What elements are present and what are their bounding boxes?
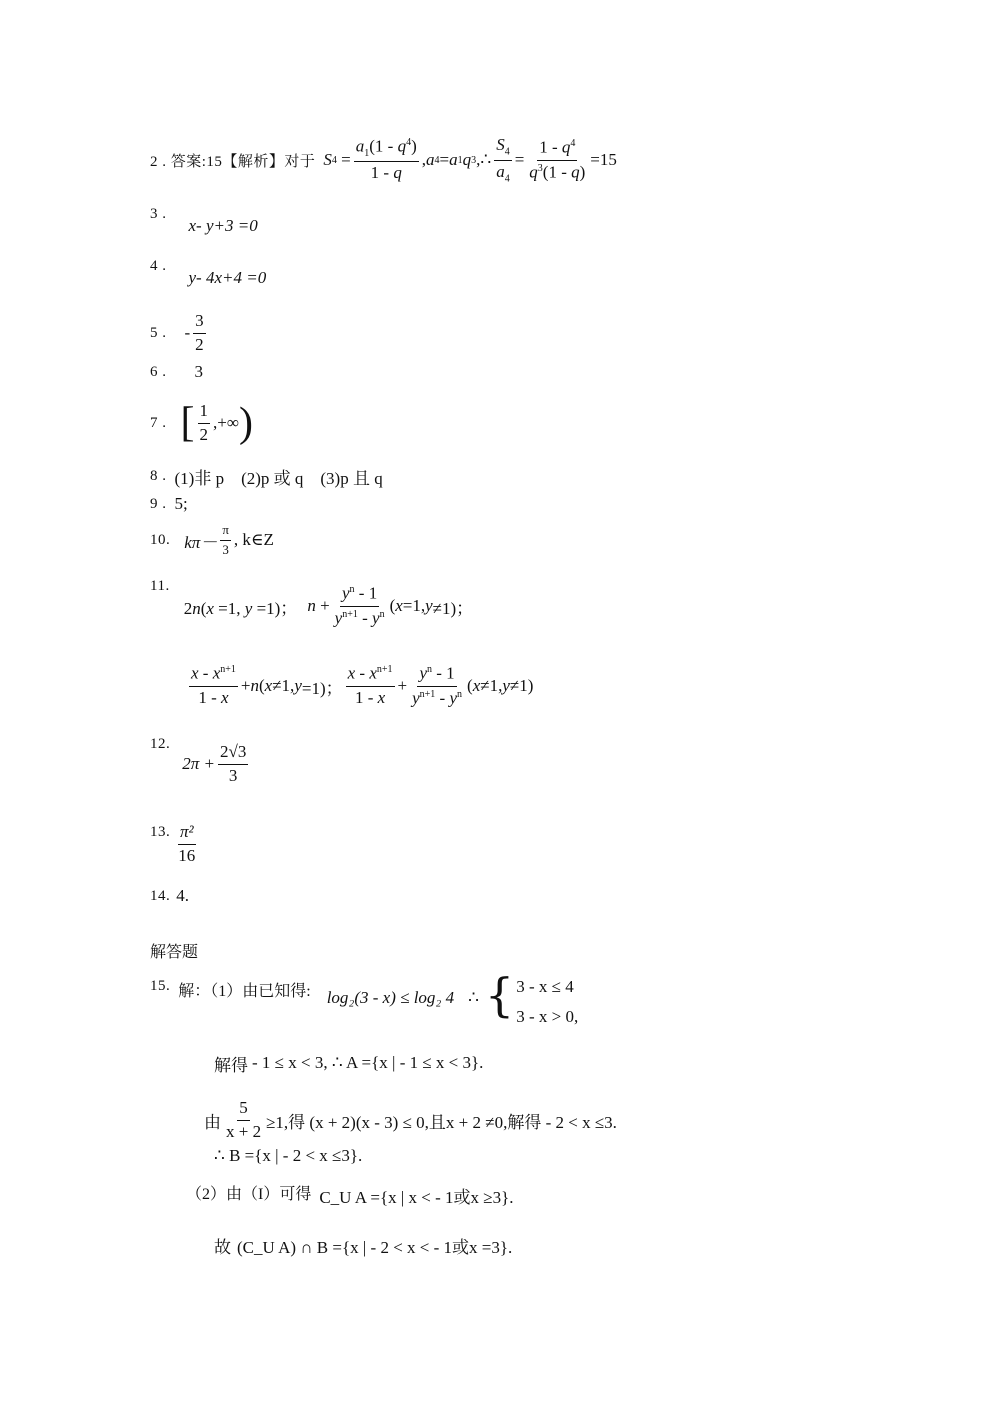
q15-cases — [516, 972, 578, 1032]
left-brace: { — [484, 968, 515, 1022]
q15-step2-denominator: x + 2 — [226, 1121, 262, 1141]
left-bracket: [ — [180, 400, 195, 446]
answer-5-sign: - — [184, 323, 191, 342]
q15-final-set: (C_U A) ∩ B ={x | - 2 < x < - 1或x =3}. — [237, 1237, 513, 1257]
answer-11-label: 11. — [150, 578, 170, 594]
answer-5-fraction — [193, 312, 206, 354]
q15-sol1-prefix: 解得 — [214, 1055, 248, 1075]
q15-step2-text: ≥1,得 (x + 2)(x - 3) ≤ 0,且x + 2 ≠0,解得 - 2 < x ≤3. — [266, 1112, 617, 1132]
answer-13 — [150, 816, 200, 872]
answer-9-text: 5; — [174, 494, 188, 513]
answer-11-case-4: $\frac{x - x^{n+1}}{1 - x}$ + $\frac{y^n - 1}{y^{n+1} - y^n}$ ( x ≠1, y ≠1) — [347, 663, 534, 708]
answer-8-label: 8 . — [150, 467, 167, 484]
answer-12-numerator: 2√3 — [218, 743, 248, 765]
answer-12-denominator: 3 — [228, 765, 238, 785]
answer-6 — [150, 360, 203, 384]
answer-2-result: =15 — [590, 150, 617, 169]
answer-7-numerator: 1 — [198, 402, 211, 424]
answer-11-line-2 — [186, 658, 533, 714]
answer-10-text-b: , k∈Z — [233, 530, 274, 549]
q15-part2-label: （2）由（I）可得 — [186, 1185, 312, 1203]
q15-case-1: 3 - x ≤ 4 — [516, 977, 574, 996]
answer-8-text: (1)非 p (2)p 或 q (3)p 且 q — [174, 468, 383, 488]
section-title: 解答题 — [150, 943, 199, 961]
answer-10-fraction — [220, 523, 231, 557]
q15-set-b: ∴ B ={x | - 2 < x ≤3}. — [214, 1146, 363, 1165]
answer-5-denominator: 2 — [195, 334, 204, 354]
answer-14-text: 4. — [176, 886, 189, 905]
q15-sol1-set-a: - 1 ≤ x < 3, ∴ A ={x | - 1 ≤ x < 3}. — [252, 1053, 484, 1072]
q15-therefore: ∴ — [468, 988, 479, 1007]
q15-part-2 — [186, 1178, 514, 1206]
answer-12-fraction — [218, 743, 248, 785]
answer-11-case-3: $\frac{x - x^{n+1}}{1 - x}$ + n ( x ≠1, y =1)； — [191, 664, 343, 707]
q15-step2-numerator: 5 — [237, 1099, 250, 1121]
q15-complement-a: C_U A ={x | x < - 1或x ≥3}. — [319, 1187, 514, 1207]
answer-5-numerator: 3 — [193, 312, 206, 334]
answer-9-label: 9 . — [150, 495, 167, 512]
q15-final — [214, 1230, 512, 1260]
answer-7-denominator: 2 — [199, 424, 208, 444]
answer-12-label: 12. — [150, 736, 171, 752]
answer-4 — [150, 258, 266, 298]
answer-8 — [150, 464, 383, 488]
answer-7-fraction — [198, 402, 211, 444]
q15-final-prefix: 故 — [214, 1237, 231, 1257]
answer-5 — [150, 308, 209, 358]
answer-10-denominator: 3 — [222, 541, 229, 557]
answer-2 — [150, 130, 617, 190]
answer-13-denominator: 16 — [178, 845, 196, 865]
answer-13-label: 13. — [150, 824, 171, 840]
answer-9 — [150, 492, 188, 516]
answer-11-case-2: n + $\frac{y^n - 1}{y^{n+1} - y^n}$ ( x =1, y ≠1)； — [307, 583, 474, 628]
answer-13-fraction — [176, 823, 197, 865]
q15-solution-1 — [214, 1050, 483, 1076]
answer-10-label: 10. — [150, 531, 171, 548]
answer-7-rest: ,+∞ — [213, 413, 239, 432]
answer-14 — [150, 884, 189, 908]
answer-2-formula: S 4 = $\frac{a_1(1 - q^4)}{1 - q}$ , a 4 = a 1 q 3 ,∴ $\frac{S_4}{a_4}$ = $\frac{1 - q^4}{q^3(1 - q)}$ — [323, 135, 586, 184]
answer-10 — [150, 520, 274, 560]
q15-intro: 解：（1）由已知得: — [178, 983, 311, 1000]
answer-4-label: 4 . — [150, 258, 167, 274]
answer-6-value: 3 — [194, 362, 203, 381]
answer-7 — [150, 395, 253, 451]
q15-case-2: 3 - x > 0, — [516, 1007, 579, 1026]
answer-3-equation: x- y+3 =0 — [188, 216, 258, 235]
answer-12 — [150, 736, 251, 792]
answer-11-case-1: 2n(x =1, y =1)； — [183, 598, 298, 618]
right-paren: ) — [238, 400, 253, 446]
answer-10-numerator: π — [220, 523, 231, 540]
answer-13-numerator: π² — [178, 823, 196, 845]
q15-step2-prefix: 由 — [204, 1112, 221, 1132]
q15-label: 15. — [150, 978, 171, 994]
answer-2-label: 2 . 答案:15【解析】对于 — [150, 153, 316, 170]
answer-12-lead: 2π + — [182, 754, 215, 773]
answer-14-label: 14. — [150, 887, 171, 904]
answer-3 — [150, 206, 258, 246]
answer-5-label: 5 . — [150, 324, 167, 341]
q15-step-2 — [204, 1095, 617, 1145]
q15-step2-fraction — [224, 1099, 263, 1141]
q15-line-1 — [150, 968, 579, 1032]
answer-10-text-a: kπ－ — [184, 532, 218, 552]
answer-3-label: 3 . — [150, 206, 167, 222]
q15-log-inequality: log₂(3 - x) ≤ log₂ 4 — [326, 988, 455, 1007]
answer-11-line-1 — [150, 578, 473, 634]
answer-6-label: 6 . — [150, 363, 167, 380]
answer-7-label: 7 . — [150, 414, 167, 431]
answer-4-equation: y- 4x+4 =0 — [188, 268, 267, 287]
